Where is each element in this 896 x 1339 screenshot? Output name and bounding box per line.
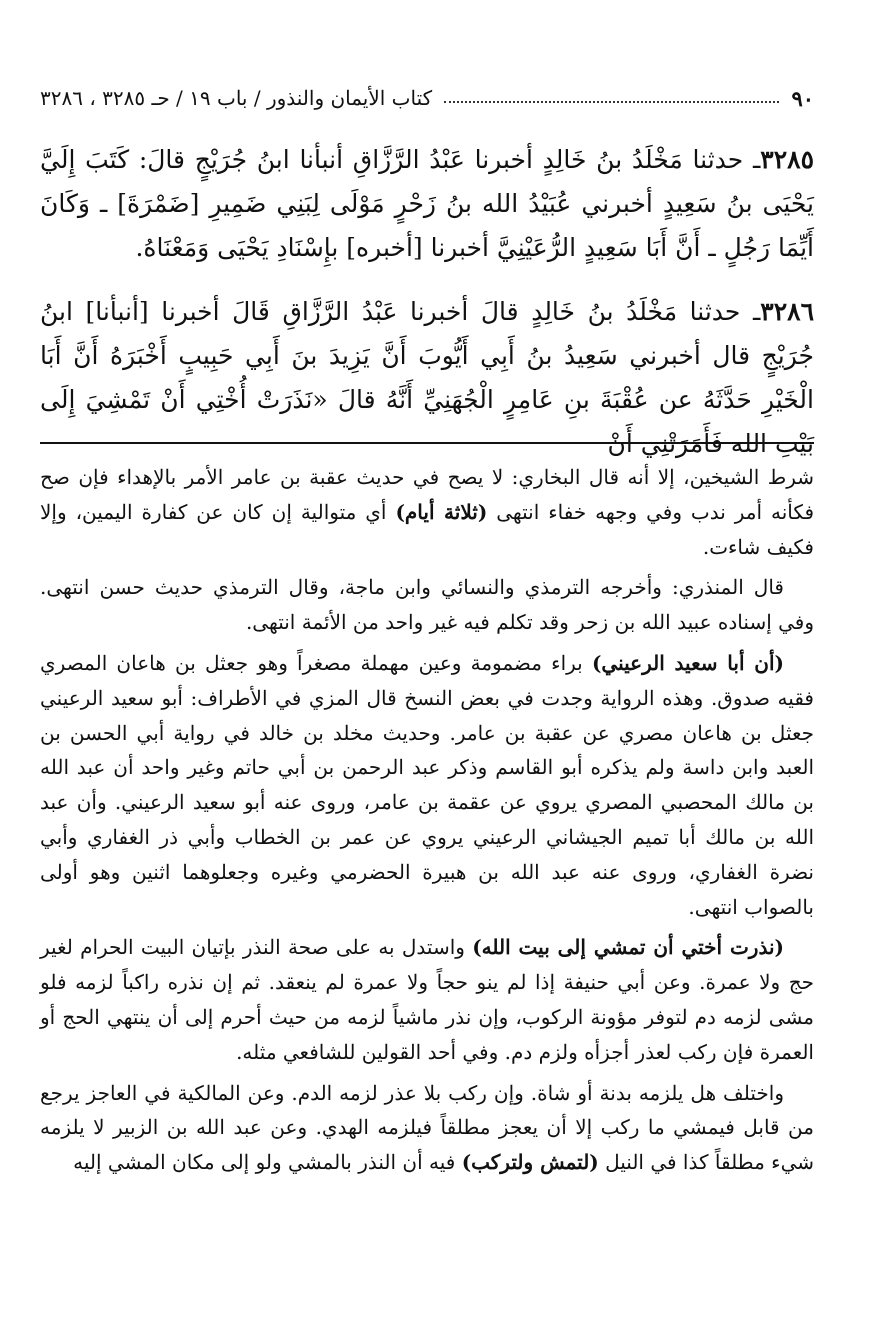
- commentary-text: أي متوالية إن كان عن كفارة اليمين، وإلا فكيف شاءت.: [40, 499, 814, 559]
- page-number: ٩٠: [791, 85, 814, 111]
- commentary-text: واختلف هل يلزمه بدنة أو شاة. وإن ركب بلا عذر لزمه الدم. وعن المالكية في العاجز يرجع من قابل فيمشي ما ركب إلا أن يعجز مطلقاً فيلزمه الهدي. وعن عبد الله بن الزبير لا يلزمه شيء مطلقاً كذا في النيل: [40, 1080, 814, 1175]
- commentary-lemma: (نذرت أختي أن تمشي إلى بيت الله): [472, 935, 784, 960]
- commentary-paragraph: [40, 570, 814, 640]
- running-title: كتاب الأيمان والنذور / باب ١٩ / حـ ٣٢٨٥ ، ٣٢٨٦: [40, 86, 433, 110]
- commentary-lemma: (أن أبا سعيد الرعيني): [591, 650, 784, 675]
- hadith-text: ـ حدثنا مَخْلَدُ بنُ خَالِدٍ قالَ أخبرنا عَبْدُ الرَّزَّاقِ قَالَ أخبرنا [أنبأنا] ابنُ جُرَيْجٍ قال أخبرني سَعِيدُ بنُ أَبِي أَيُّوبَ أَنَّ يَزِيدَ بنَ أَبِي حَبِيبٍ أَخْبَرَهُ أَنَّ أَبَا الْخَيْرِ حَدَّثَهُ عن عُقْبَةَ بنِ عَامِرٍ الْجُهَنِيِّ أَنَّهُ قالَ «نَذَرَتْ أُخْتِي أَنْ تَمْشِيَ إِلَى بَيْتِ الله فَأَمَرَتْنِي أَنْ: [40, 297, 814, 458]
- commentary-paragraph: [40, 930, 814, 1069]
- header-dotted-leader: [444, 101, 779, 103]
- footnote-divider: [40, 442, 814, 444]
- commentary-section: [40, 460, 814, 1180]
- commentary-paragraph: [40, 1076, 814, 1180]
- hadith-text: ـ حدثنا مَخْلَدُ بنُ خَالِدٍ أخبرنا عَبْدُ الرَّزَّاقِ أنبأنا ابنُ جُرَيْجٍ قالَ: كَتَبَ إِلَيَّ يَحْيَى بنُ سَعِيدٍ أخبرني عُبَيْدُ الله بنُ زَحْرٍ مَوْلَى لِبَنِي ضَمِيرِ [ضَمْرَةَ] ـ وَكَانَ أَيِّمَا رَجُلٍ ـ أَنَّ أَبَا سَعِيدٍ الرُّعَيْنِيَّ أخبرنا [أخبره] بإِسْنَادِ يَحْيَى وَمَعْنَاهُ.: [40, 145, 814, 262]
- page-header: [40, 78, 814, 118]
- hadith-number: ٣٢٨٦: [760, 297, 814, 326]
- commentary-lemma: (لتمش ولتركب): [461, 1150, 599, 1175]
- commentary-text: براء مضمومة وعين مهملة مصغراً وهو جعثل بن هاعان المصري فقيه صدوق. وهذه الرواية وجدت في بعض النسخ قال المزي في الأطراف: أبو سعيد الرعيني جعثل بن هاعان مصري عن عقبة بن عامر. وحديث مخلد بن خالد في رواية أبي الحسن بن العبد وابن داسة ولم يذكره أبو القاسم وذكر عبد الرحمن بن أبي حاتم وغير واحد أن عبد الله بن مالك المحصبي المصري يروي عن عقمة بن عامر، وروى عنه أبو سعيد الرعيني. وأن عبد الله بن مالك أبا تميم الجيشاني الرعيني يروي عن عمر بن الخطاب وأبي ذر الغفاري وأبي نضرة الغفاري، وروى عنه عبد الله بن هبيرة الحضرمي وغيره وجعلوهما اثنين وهو أولى بالصواب انتهى.: [40, 650, 814, 919]
- hadith-number: ٣٢٨٥: [760, 145, 814, 174]
- commentary-text: شرط الشيخين، إلا أنه قال البخاري: لا يصح في حديث عقبة بن عامر الأمر بالإهداء فإن صح فكأنه أمر ندب وفي وجهه خفاء انتهى: [40, 465, 814, 524]
- commentary-text: قال المنذري: وأخرجه الترمذي والنسائي وابن ماجة، وقال الترمذي حديث حسن انتهى. وفي إسناده عبيد الله بن زحر وقد تكلم فيه غير واحد من الأئمة انتهى.: [40, 575, 814, 635]
- commentary-text: واستدل به على صحة النذر بإتيان البيت الحرام لغير حج ولا عمرة. وعن أبي حنيفة إذا لم ينو حجاً ولا عمرة لم ينعقد. ثم إن نذره راكباً لزمه فلو مشى لزمه دم لتوفر مؤونة الركوب، وإن نذر ماشياً لزمه من حيث أحرم إلى أن ينتهي الحج أو العمرة فإن ركب لعذر أجزأه ولزم دم. وفي أحد القولين للشافعي مثله.: [40, 935, 814, 1064]
- commentary-text: فيه أن النذر بالمشي ولو إلى مكان المشي إليه: [73, 1150, 462, 1175]
- hadith-3285: [40, 138, 814, 270]
- commentary-lemma: (ثلاثة أيام): [395, 499, 488, 524]
- commentary-paragraph: [40, 646, 814, 924]
- hadith-3286: [40, 290, 814, 466]
- commentary-paragraph: [40, 460, 814, 564]
